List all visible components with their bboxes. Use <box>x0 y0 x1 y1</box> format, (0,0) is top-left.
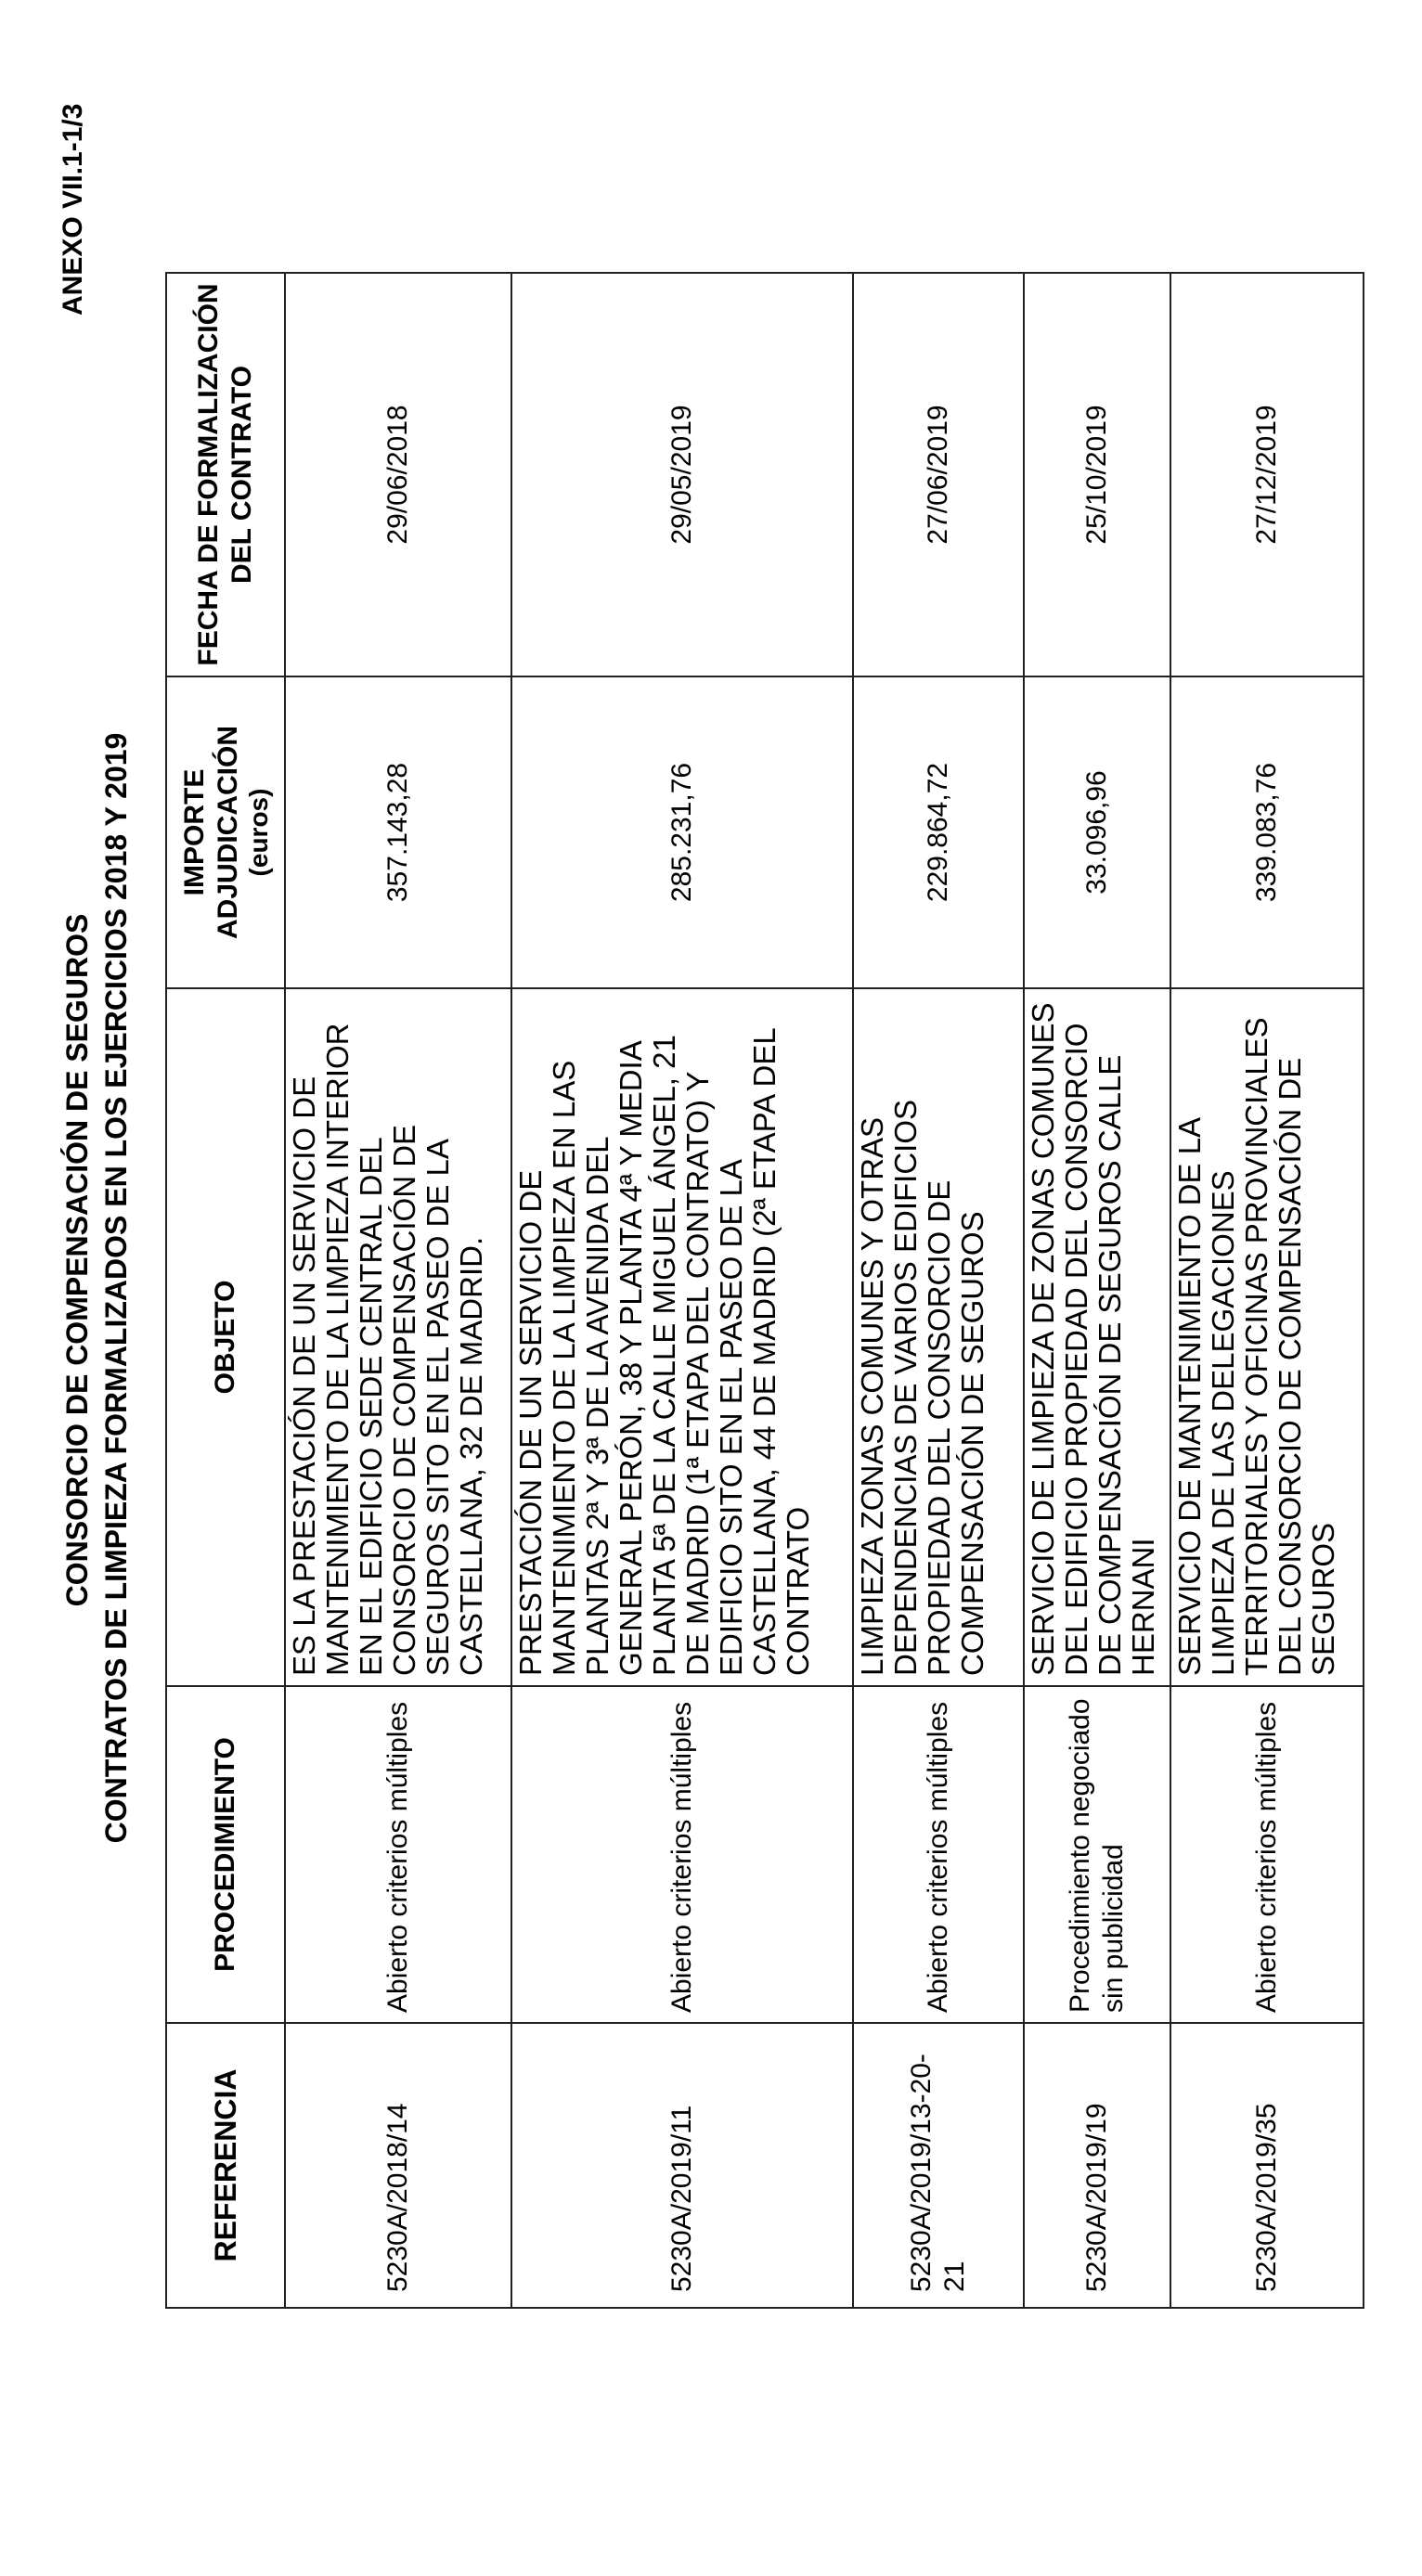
cell-procedimiento: Abierto criterios múltiples <box>853 1686 1024 2023</box>
cell-fecha: 27/06/2019 <box>853 273 1024 676</box>
header-referencia: REFERENCIA <box>166 2023 285 2308</box>
cell-referencia: 5230A/2019/35 <box>1170 2023 1364 2308</box>
cell-objeto: PRESTACIÓN DE UN SERVICIO DE MANTENIMIENTO DE LA LIMPIEZA EN LAS PLANTAS 2ª Y 3ª DE LA AVENIDA DEL GENERAL PERÓN, 38 Y PLANTA 4ª Y MEDIA PLANTA 5ª DE LA CALLE MIGUEL ÁNGEL, 21 DE MADRID (1ª ETAPA DEL CONTRATO) Y EDIFICIO SITO EN EL PASEO DE LA CASTELLANA, 44 DE MADRID (2ª ETAPA DEL CONTRATO <box>511 988 853 1686</box>
cell-fecha: 29/06/2018 <box>285 273 511 676</box>
cell-objeto: LIMPIEZA ZONAS COMUNES Y OTRAS DEPENDENCIAS DE VARIOS EDIFICIOS PROPIEDAD DEL CONSORCIO DE COMPENSACIÓN DE SEGUROS <box>853 988 1024 1686</box>
cell-referencia: 5230A/2019/13-20-21 <box>853 2023 1024 2308</box>
cell-procedimiento: Abierto criterios múltiples <box>511 1686 853 2023</box>
title-line-1: CONSORCIO DE COMPENSACIÓN DE SEGUROS <box>60 913 94 1607</box>
table-row <box>285 273 511 2308</box>
cell-objeto: ES LA PRESTACIÓN DE UN SERVICIO DE MANTENIMIENTO DE LA LIMPIEZA INTERIOR EN EL EDIFICIO SEDE CENTRAL DEL CONSORCIO DE COMPENSACIÓN DE SEGUROS SITO EN EL PASEO DE LA CASTELLANA, 32 DE MADRID. <box>285 988 511 1686</box>
table-row <box>1024 273 1170 2308</box>
title-line-2: CONTRATOS DE LIMPIEZA FORMALIZADOS EN LOS EJERCICIOS 2018 Y 2019 <box>99 732 133 1844</box>
header-importe-unit: (euros) <box>244 788 273 877</box>
table-row <box>1170 273 1364 2308</box>
cell-objeto: SERVICIO DE LIMPIEZA DE ZONAS COMUNES DEL EDIFICIO PROPIEDAD DEL CONSORCIO DE COMPENSACIÓN DE SEGUROS CALLE HERNANI <box>1024 988 1170 1686</box>
cell-procedimiento: Abierto criterios múltiples <box>285 1686 511 2023</box>
contracts-table <box>165 272 1364 2309</box>
cell-objeto: SERVICIO DE MANTENIMIENTO DE LA LIMPIEZA DE LAS DELEGACIONES TERRITORIALES Y OFICINAS PROVINCIALES DEL CONSORCIO DE COMPENSACIÓN DE SEGUROS <box>1170 988 1364 1686</box>
header-importe <box>166 676 285 988</box>
cell-importe: 229.864,72 <box>853 676 1024 988</box>
cell-importe: 339.083,76 <box>1170 676 1364 988</box>
header-fecha: FECHA DE FORMALIZACIÓN DEL CONTRATO <box>166 273 285 676</box>
cell-fecha: 29/05/2019 <box>511 273 853 676</box>
cell-procedimiento: Abierto criterios múltiples <box>1170 1686 1364 2023</box>
cell-importe: 285.231,76 <box>511 676 853 988</box>
header-procedimiento: PROCEDIMIENTO <box>166 1686 285 2023</box>
cell-importe: 357.143,28 <box>285 676 511 988</box>
table-row <box>853 273 1024 2308</box>
header-objeto: OBJETO <box>166 988 285 1686</box>
cell-referencia: 5230A/2018/14 <box>285 2023 511 2308</box>
cell-fecha: 25/10/2019 <box>1024 273 1170 676</box>
header-importe-label: IMPORTE ADJUDICACIÓN <box>179 726 243 940</box>
cell-importe: 33.096,96 <box>1024 676 1170 988</box>
table-row <box>511 273 853 2308</box>
cell-referencia: 5230A/2019/11 <box>511 2023 853 2308</box>
cell-procedimiento: Procedimiento negociado sin publicidad <box>1024 1686 1170 2023</box>
table-header-row <box>166 273 285 2308</box>
annex-label: ANEXO VII.1-1/3 <box>58 103 88 316</box>
cell-fecha: 27/12/2019 <box>1170 273 1364 676</box>
cell-referencia: 5230A/2019/19 <box>1024 2023 1170 2308</box>
page-title <box>58 0 136 2576</box>
